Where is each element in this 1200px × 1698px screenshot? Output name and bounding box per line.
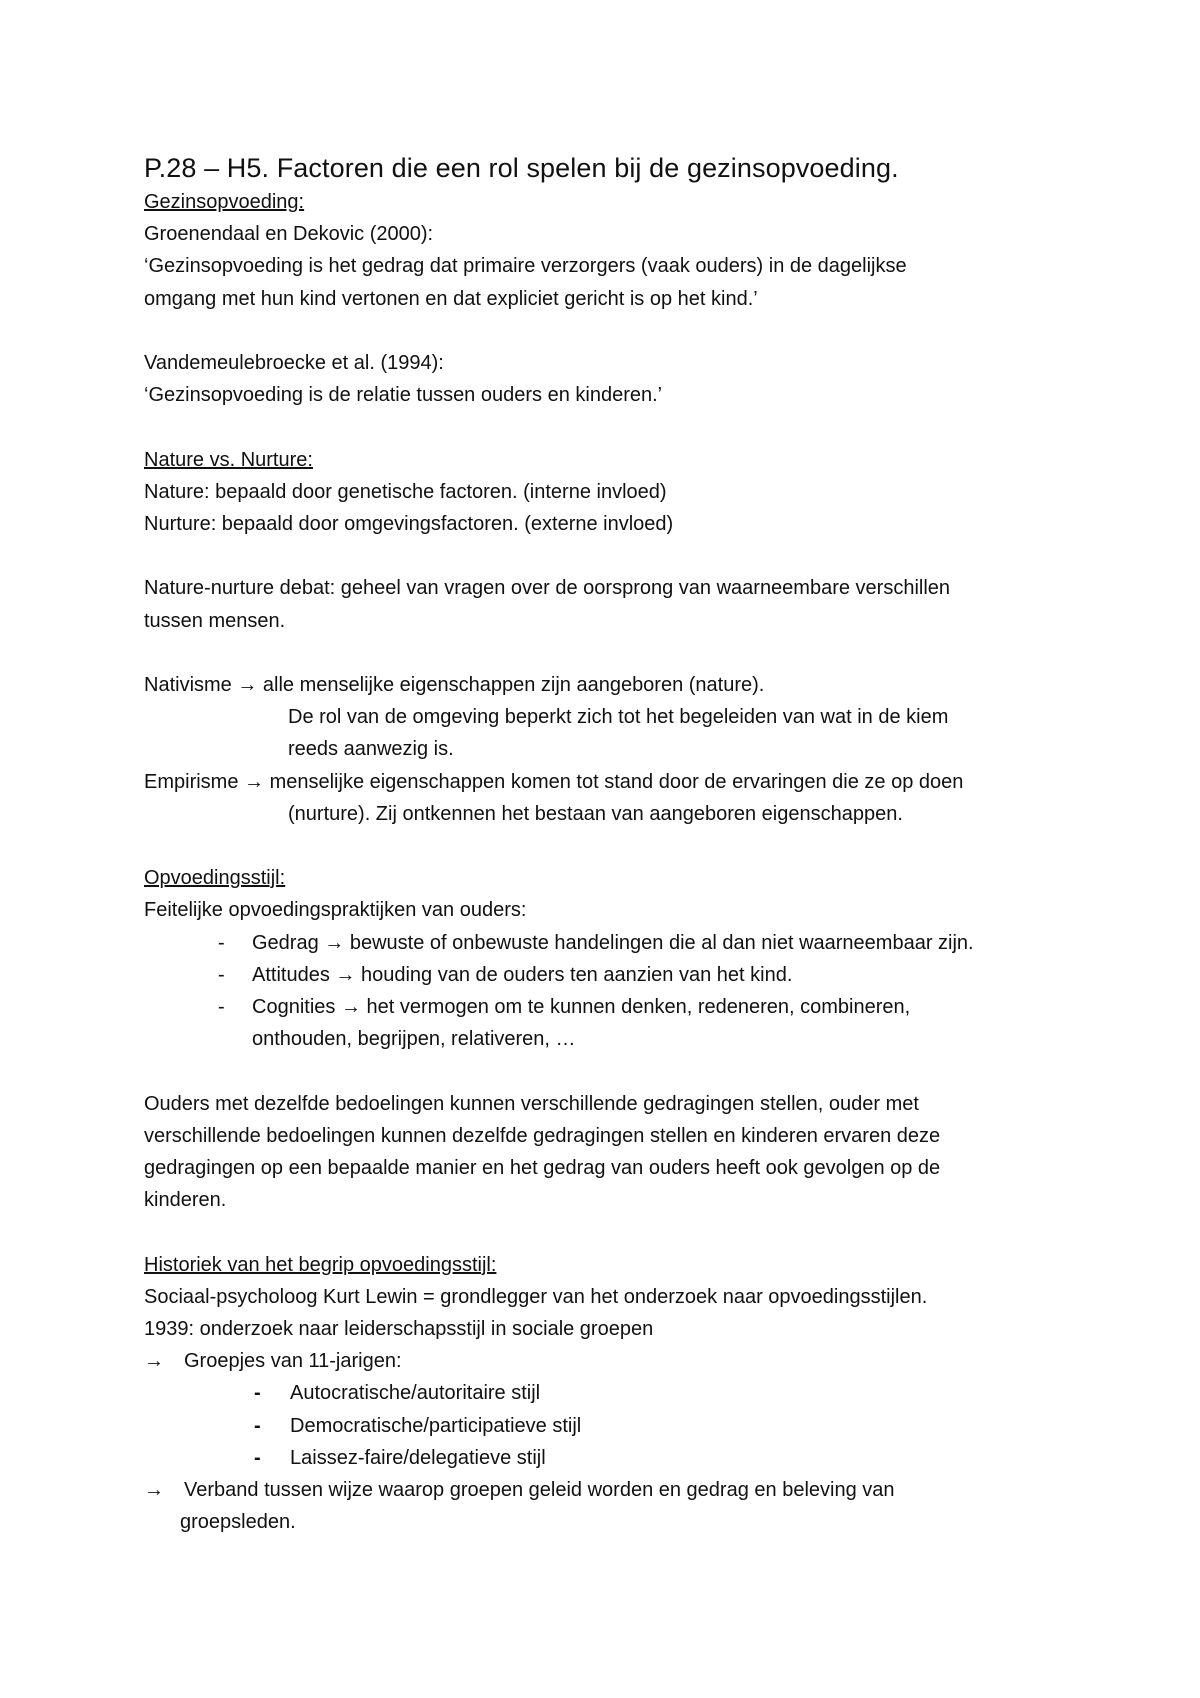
definition-continuation: reeds aanwezig is. — [288, 738, 454, 761]
arrow-list-item — [144, 1345, 1084, 1377]
body-line: Sociaal-psycholoog Kurt Lewin = grondlegger van het onderzoek naar opvoedingsstijlen. — [144, 1285, 928, 1308]
body-line: Nature-nurture debat: geheel van vragen over de oorsprong van waarneembare verschillen — [144, 577, 951, 600]
item-label: Gedrag — [252, 931, 319, 954]
list-item — [144, 1410, 1084, 1442]
item-text: houding van de ouders ten aanzien van het kind. — [360, 963, 793, 986]
section-heading: Nature vs. Nurture: — [144, 448, 313, 471]
dash-bullet: - — [218, 931, 225, 954]
definition-nativisme — [144, 669, 1084, 701]
section-heading: Historiek van het begrip opvoedingsstijl: — [144, 1253, 497, 1276]
item-text: Autocratische/autoritaire stijl — [290, 1382, 541, 1405]
quote-line: ‘Gezinsopvoeding is het gedrag dat primaire verzorgers (vaak ouders) in de dagelijkse — [144, 255, 907, 278]
item-text: het vermogen om te kunnen denken, redeneren, combineren, — [366, 996, 911, 1018]
item-label: Cognities — [252, 996, 336, 1018]
section-heading: Gezinsopvoeding: — [144, 191, 305, 213]
dash-bullet: - — [254, 1382, 261, 1405]
list-item-continuation: onthouden, begrijpen, relativeren, … — [252, 1028, 576, 1051]
arrow-list-item — [144, 1474, 1084, 1506]
spacer — [144, 1216, 1084, 1248]
dash-bullet: - — [218, 963, 225, 986]
arrow-icon: → — [340, 996, 361, 1018]
item-label: Attitudes — [252, 963, 330, 986]
dash-bullet: - — [218, 996, 225, 1018]
item-text: bewuste of onbewuste handelingen die al dan niet waarneembaar zijn. — [349, 931, 974, 954]
spacer — [144, 411, 1084, 443]
body-line: 1939: onderzoek naar leiderschapsstijl in sociale groepen — [144, 1318, 654, 1340]
document-page — [144, 150, 1084, 1538]
definition-empirisme — [144, 766, 1084, 798]
item-text: Groepjes van 11-jarigen: — [184, 1350, 402, 1373]
list-item — [144, 959, 1084, 991]
source-citation: Vandemeulebroecke et al. (1994): — [144, 352, 444, 374]
definition-text: menselijke eigenschappen komen tot stand door de ervaringen die ze op doen — [269, 770, 964, 793]
item-text: Laissez-faire/delegatieve stijl — [290, 1446, 546, 1469]
definition-continuation: De rol van de omgeving beperkt zich tot het begeleiden van wat in de kiem — [288, 706, 949, 729]
body-line: Nature: bepaald door genetische factoren. (interne invloed) — [144, 480, 667, 503]
arrow-icon: → — [324, 931, 345, 954]
definition-text: alle menselijke eigenschappen zijn aangeboren (nature). — [262, 673, 765, 696]
quote-line: omgang met hun kind vertonen en dat expliciet gericht is op het kind.’ — [144, 287, 758, 310]
item-text: Verband tussen wijze waarop groepen geleid worden en gedrag en beleving van — [184, 1479, 895, 1502]
spacer — [144, 315, 1084, 347]
arrow-icon: → — [335, 963, 356, 986]
section-opvoedingsstijl — [144, 862, 1084, 1248]
arrow-icon: → — [144, 1479, 164, 1502]
spacer — [144, 540, 1084, 572]
arrow-icon: → — [237, 673, 258, 696]
paragraph-line: Ouders met dezelfde bedoelingen kunnen verschillende gedragingen stellen, ouder met — [144, 1092, 919, 1115]
quote-line: ‘Gezinsopvoeding is de relatie tussen ouders en kinderen.’ — [144, 384, 663, 407]
source-citation: Groenendaal en Dekovic (2000): — [144, 223, 434, 246]
item-text: Democratische/participatieve stijl — [290, 1414, 582, 1437]
arrow-icon: → — [144, 1350, 164, 1373]
definition-continuation: (nurture). Zij ontkennen het bestaan van aangeboren eigenschappen. — [288, 802, 903, 825]
dash-bullet: - — [254, 1446, 261, 1469]
spacer — [144, 1055, 1084, 1087]
body-line: Nurture: bepaald door omgevingsfactoren. (externe invloed) — [144, 513, 674, 535]
paragraph-line: gedragingen op een bepaalde manier en het gedrag van ouders heeft ook gevolgen op de — [144, 1157, 941, 1179]
dash-bullet: - — [254, 1414, 261, 1437]
list-item — [144, 991, 1084, 1023]
list-item — [144, 1442, 1084, 1474]
page-title: P.28 – H5. Factoren die een rol spelen bij de gezinsopvoeding. — [144, 153, 899, 183]
spacer — [144, 637, 1084, 669]
term-label: Empirisme — [144, 770, 239, 793]
section-heading: Opvoedingsstijl: — [144, 867, 286, 890]
list-item — [144, 1377, 1084, 1409]
term-label: Nativisme — [144, 673, 232, 696]
body-line: tussen mensen. — [144, 609, 286, 632]
section-historiek — [144, 1249, 1084, 1539]
list-item — [144, 927, 1084, 959]
section-gezinsopvoeding — [144, 186, 1084, 444]
arrow-icon: → — [244, 770, 265, 793]
arrow-item-continuation: groepsleden. — [180, 1511, 296, 1534]
spacer — [144, 830, 1084, 862]
body-line: Feitelijke opvoedingspraktijken van ouders: — [144, 899, 527, 922]
paragraph-line: verschillende bedoelingen kunnen dezelfde gedragingen stellen en kinderen ervaren deze — [144, 1124, 941, 1147]
section-nature-nurture — [144, 444, 1084, 863]
paragraph-line: kinderen. — [144, 1189, 227, 1212]
